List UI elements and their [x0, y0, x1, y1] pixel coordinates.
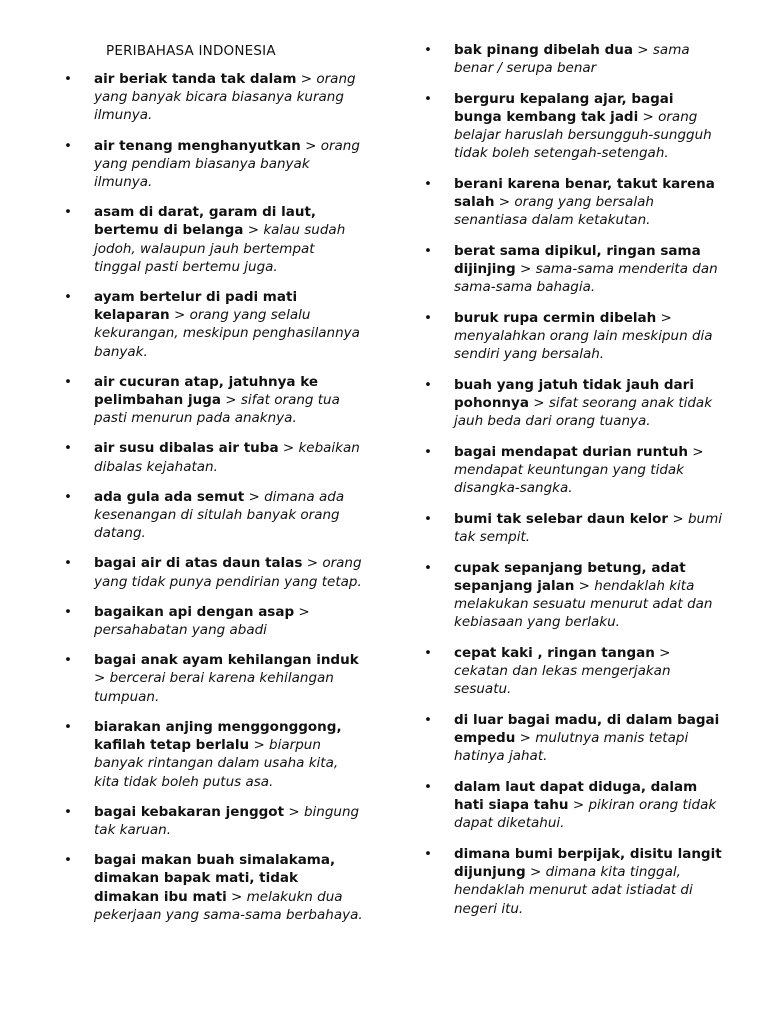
bullet-icon: • — [424, 511, 432, 527]
separator: > — [247, 222, 260, 239]
separator: > — [225, 392, 237, 409]
separator: > — [672, 511, 684, 527]
separator: > — [306, 555, 319, 572]
proverb-item — [64, 488, 364, 543]
bullet-icon: • — [424, 90, 432, 107]
separator: > — [529, 864, 542, 881]
proverb-meaning: orang yang selalu kekurangan, meskipun penghasilannya banyak. — [94, 307, 360, 360]
proverb-text: ayam bertelur di padi mati kelaparan — [94, 289, 298, 324]
proverb-item — [64, 439, 364, 475]
proverb-meaning: hendaklah kita melakukan sesuatu menurut adat dan kebiasaan yang berlaku. — [454, 578, 713, 631]
proverb-meaning: dimana kita tinggal, hendaklah menurut adat istiadat di negeri itu. — [454, 864, 693, 917]
proverb-item — [64, 554, 364, 590]
proverb-meaning: sifat orang tua pasti menurun pada anaknya. — [94, 392, 340, 427]
proverb-item — [424, 510, 724, 546]
proverb-item — [424, 41, 724, 77]
bullet-icon: • — [424, 779, 432, 795]
proverb-item — [424, 778, 724, 833]
proverb-text: cupak sepanjang betung, adat sepanjang jalan — [454, 559, 686, 594]
proverb-text: bak pinang dibelah dua — [454, 42, 633, 58]
separator: > — [94, 670, 106, 687]
proverb-item — [64, 70, 364, 125]
proverb-text: asam di darat, garam di laut, bertemu di belanga — [94, 204, 317, 239]
proverb-item — [424, 443, 724, 498]
separator: > — [519, 730, 531, 747]
proverb-text: buah yang jatuh tidak jauh dari pohonnya — [454, 377, 694, 412]
separator: > — [533, 395, 545, 412]
proverb-item — [64, 288, 364, 361]
proverb-meaning: persahabatan yang abadi — [94, 622, 267, 639]
bullet-icon: • — [424, 176, 432, 192]
bullet-icon: • — [64, 137, 72, 154]
proverb-text: bagaikan api dengan asap — [94, 603, 295, 620]
separator: > — [300, 71, 313, 87]
proverb-text: bagai anak ayam kehilangan induk — [94, 652, 359, 669]
proverb-item — [424, 711, 724, 766]
bullet-icon: • — [64, 555, 72, 572]
proverb-meaning: kebaikan dibalas kejahatan. — [94, 440, 360, 475]
proverb-meaning: sifat seorang anak tidak jauh beda dari orang tuanya. — [454, 395, 713, 430]
proverb-text: ada gula ada semut — [94, 488, 245, 505]
separator: > — [305, 137, 317, 154]
proverb-meaning: bumi tak sempit. — [454, 511, 722, 546]
proverb-text: air susu dibalas air tuba — [94, 440, 279, 457]
bullet-icon: • — [424, 310, 432, 326]
bullet-icon: • — [64, 373, 72, 390]
separator: > — [519, 261, 532, 278]
proverb-text: berat sama dipikul, ringan sama dijinjing — [454, 243, 701, 278]
separator: > — [692, 444, 704, 460]
proverb-item — [64, 718, 364, 791]
proverb-meaning: orang yang bersalah senantiasa dalam ketakutan. — [454, 194, 654, 229]
proverb-text: air beriak tanda tak dalam — [94, 71, 297, 87]
bullet-icon: • — [64, 71, 72, 87]
proverb-text: buruk rupa cermin dibelah — [454, 310, 657, 326]
proverb-meaning: orang yang tidak punya pendirian yang tetap. — [94, 555, 362, 590]
bullet-icon: • — [424, 645, 432, 661]
separator: > — [498, 194, 511, 211]
proverb-text: cepat kaki , ringan tangan — [454, 645, 655, 661]
bullet-icon: • — [64, 852, 72, 869]
bullet-icon: • — [424, 243, 432, 259]
proverb-text: berani karena benar, takut karena salah — [454, 176, 715, 211]
bullet-icon: • — [64, 289, 72, 306]
separator: > — [637, 42, 649, 58]
proverb-item — [424, 644, 724, 699]
bullet-icon: • — [424, 377, 432, 393]
separator: > — [253, 737, 265, 754]
bullet-icon: • — [424, 444, 432, 460]
proverb-text: dalam laut dapat diduga, dalam hati siapa tahu — [454, 779, 698, 814]
proverb-meaning: dimana ada kesenangan di situlah banyak orang datang. — [94, 488, 345, 542]
bullet-icon: • — [64, 652, 72, 669]
separator: > — [578, 578, 590, 594]
proverb-item — [424, 175, 724, 230]
proverb-meaning: mendapat keuntungan yang tidak disangka-sangka. — [454, 462, 684, 497]
proverb-item — [424, 242, 724, 297]
proverb-item — [424, 90, 724, 163]
proverb-meaning: orang belajar haruslah bersungguh-sungguh tidak boleh setengah-setengah. — [454, 109, 712, 162]
bullet-icon: • — [64, 440, 72, 457]
proverb-text: bagai air di atas daun talas — [94, 555, 303, 572]
proverb-item — [424, 845, 724, 918]
proverb-item — [64, 203, 364, 276]
proverb-text: bagai makan buah simalakama, dimakan bapak mati, tidak dimakan ibu mati — [94, 852, 336, 905]
proverb-meaning: kalau sudah jodoh, walaupun jauh bertempat tinggal pasti bertemu juga. — [94, 222, 346, 275]
proverb-item — [64, 803, 364, 839]
bullet-icon: • — [424, 559, 432, 576]
proverb-text: bumi tak selebar daun kelor — [454, 511, 669, 527]
proverb-text: berguru kepalang ajar, bagai bunga kembang tak jadi — [454, 90, 674, 125]
proverb-text: di luar bagai madu, di dalam bagai empedu — [454, 712, 720, 747]
separator: > — [231, 888, 243, 905]
bullet-icon: • — [64, 803, 72, 820]
proverb-item — [424, 559, 724, 632]
bullet-icon: • — [424, 846, 432, 862]
bullet-icon: • — [64, 204, 72, 221]
proverb-text: air tenang menghanyutkan — [94, 137, 301, 154]
separator: > — [660, 310, 672, 326]
proverb-meaning: biarpun banyak rintangan dalam usaha kita, kita tidak boleh putus asa. — [94, 737, 339, 790]
separator: > — [642, 109, 654, 125]
bullet-icon: • — [64, 603, 72, 620]
proverb-meaning: orang yang pendiam biasanya banyak ilmunya. — [94, 137, 360, 191]
proverb-text: bagai kebakaran jenggot — [94, 803, 285, 820]
separator: > — [248, 488, 260, 505]
proverb-meaning: melakukn dua pekerjaan yang sama-sama berbahaya. — [94, 888, 363, 923]
separator: > — [659, 645, 671, 661]
proverb-item — [64, 603, 364, 639]
proverb-item — [64, 651, 364, 706]
proverb-text: dimana bumi berpijak, disitu langit dijunjung — [454, 846, 722, 881]
bullet-icon: • — [424, 712, 432, 728]
proverb-text: bagai mendapat durian runtuh — [454, 444, 688, 460]
proverb-meaning: sama-sama menderita dan sama-sama bahagia. — [454, 261, 718, 296]
proverb-item — [64, 137, 364, 192]
proverb-meaning: bercerai berai karena kehilangan tumpuan. — [94, 670, 334, 705]
proverb-item — [64, 851, 364, 924]
bullet-icon: • — [64, 488, 72, 505]
proverb-item — [424, 309, 724, 364]
proverb-text: air cucuran atap, jatuhnya ke pelimbahan juga — [94, 373, 318, 409]
proverb-text: biarakan anjing menggonggong, kafilah tetap berlalu — [94, 718, 342, 754]
separator: > — [282, 440, 295, 457]
separator: > — [173, 307, 186, 324]
proverb-list-right — [424, 41, 724, 930]
proverb-meaning: menyalahkan orang lain meskipun dia sendiri yang bersalah. — [454, 328, 713, 363]
separator: > — [572, 797, 585, 814]
proverb-meaning: mulutnya manis tetapi hatinya jahat. — [454, 730, 689, 765]
proverb-meaning: bingung tak karuan. — [94, 803, 360, 838]
bullet-icon: • — [64, 718, 72, 735]
proverb-meaning: orang yang banyak bicara biasanya kurang ilmunya. — [94, 71, 356, 124]
proverb-meaning: cekatan dan lekas mengerjakan sesuatu. — [454, 663, 671, 698]
document-title: PERIBAHASA INDONESIA — [106, 43, 276, 59]
proverb-item — [64, 373, 364, 428]
proverb-item — [424, 376, 724, 431]
proverb-list-left — [64, 70, 364, 936]
bullet-icon: • — [424, 42, 432, 58]
separator: > — [298, 603, 310, 620]
proverb-meaning: pikiran orang tidak dapat diketahui. — [454, 797, 717, 832]
proverb-meaning: sama benar / serupa benar — [454, 42, 690, 77]
separator: > — [288, 803, 300, 820]
